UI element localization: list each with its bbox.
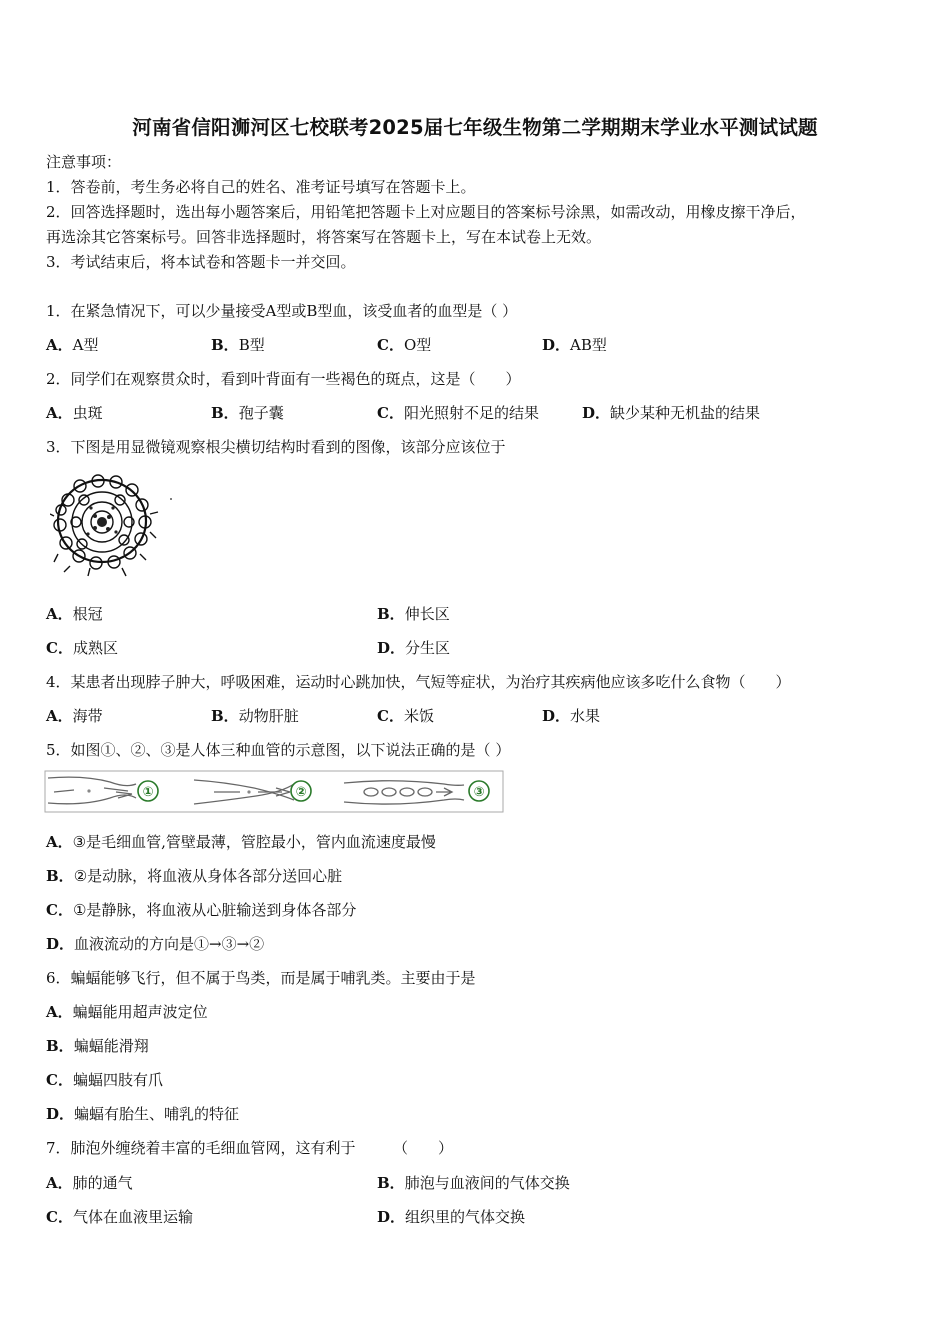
- question-2-stem: 2．同学们在观察贯众时，看到叶背面有一些褐色的斑点，这是（ ）: [46, 370, 521, 388]
- q7-option-c: C．气体在血液里运输: [46, 1208, 193, 1226]
- note-item: 2．回答选择题时，选出每小题答案后，用铅笔把答题卡上对应题目的答案标号涂黑，如需改动，用橡皮擦干净后，: [46, 203, 806, 221]
- q1-option-c: C．O型: [377, 336, 432, 354]
- q1-option-b: B．B型: [211, 336, 265, 354]
- q2-option-a: A．虫斑: [46, 404, 103, 422]
- q6-option-c: C．蝙蝠四肢有爪: [46, 1071, 163, 1089]
- q7-option-a: A．肺的通气: [46, 1174, 133, 1192]
- question-1-stem: 1．在紧急情况下，可以少量接受A型或B型血，该受血者的血型是（ ）: [46, 302, 518, 320]
- q6-option-d: D．蝙蝠有胎生、哺乳的特征: [46, 1105, 240, 1123]
- q1-option-a: A．A型: [46, 336, 99, 354]
- q3-option-c: C．成熟区: [46, 639, 118, 657]
- q7-option-b: B．肺泡与血液间的气体交换: [377, 1174, 570, 1192]
- q3-option-b: B．伸长区: [377, 605, 450, 623]
- q2-option-d: D．缺少某种无机盐的结果: [582, 404, 761, 422]
- q3-option-d: D．分生区: [377, 639, 451, 657]
- q5-option-c: C．①是静脉，将血液从心脏输送到身体各部分: [46, 901, 357, 919]
- question-5-stem: 5．如图①、②、③是人体三种血管的示意图，以下说法正确的是（ ）: [46, 741, 511, 759]
- blood-vessels-figure: [44, 770, 504, 814]
- note-item: 1．答卷前，考生务必将自己的姓名、准考证号填写在答题卡上。: [46, 178, 476, 196]
- q4-option-b: B．动物肝脏: [211, 707, 299, 725]
- note-item: 3．考试结束后，将本试卷和答题卡一并交回。: [46, 253, 356, 271]
- q1-option-d: D．AB型: [542, 336, 607, 354]
- question-3-stem: 3．下图是用显微镜观察根尖横切结构时看到的图像，该部分应该位于: [46, 438, 506, 456]
- question-7-stem: 7．肺泡外缠绕着丰富的毛细血管网，这有利于 （ ）: [46, 1139, 454, 1157]
- note-item: 再选涂其它答案标号。回答非选择题时，将答案写在答题卡上，写在本试卷上无效。: [46, 228, 602, 246]
- q6-option-b: B．蝙蝠能滑翔: [46, 1037, 149, 1055]
- q7-option-d: D．组织里的气体交换: [377, 1208, 526, 1226]
- q5-option-d: D．血液流动的方向是①→③→②: [46, 935, 265, 953]
- vessel-label-1: ①: [142, 785, 154, 800]
- vessel-label-3: ③: [473, 785, 485, 800]
- question-4-stem: 4．某患者出现脖子肿大，呼吸困难，运动时心跳加快，气短等症状，为治疗其疾病他应该多吃什么食物（ ）: [46, 673, 791, 691]
- q3-option-a: A．根冠: [46, 605, 103, 623]
- page-title: 河南省信阳浉河区七校联考2025届七年级生物第二学期期末学业水平测试试题: [132, 116, 818, 139]
- q4-option-a: A．海带: [46, 707, 103, 725]
- q4-option-c: C．米饭: [377, 707, 434, 725]
- q6-option-a: A．蝙蝠能用超声波定位: [46, 1003, 208, 1021]
- q4-option-d: D．水果: [542, 707, 601, 725]
- q5-option-a: A．③是毛细血管,管壁最薄，管腔最小，管内血流速度最慢: [46, 833, 436, 851]
- notes-heading: 注意事项：: [46, 153, 122, 171]
- vessel-label-2: ②: [295, 785, 307, 800]
- q2-option-b: B．孢子囊: [211, 404, 284, 422]
- q5-option-b: B．②是动脉，将血液从身体各部分送回心脏: [46, 867, 343, 885]
- question-6-stem: 6．蝙蝠能够飞行，但不属于鸟类，而是属于哺乳类。主要由于是: [46, 969, 476, 987]
- q2-option-c: C．阳光照射不足的结果: [377, 404, 539, 422]
- root-cross-section-figure: [50, 470, 176, 578]
